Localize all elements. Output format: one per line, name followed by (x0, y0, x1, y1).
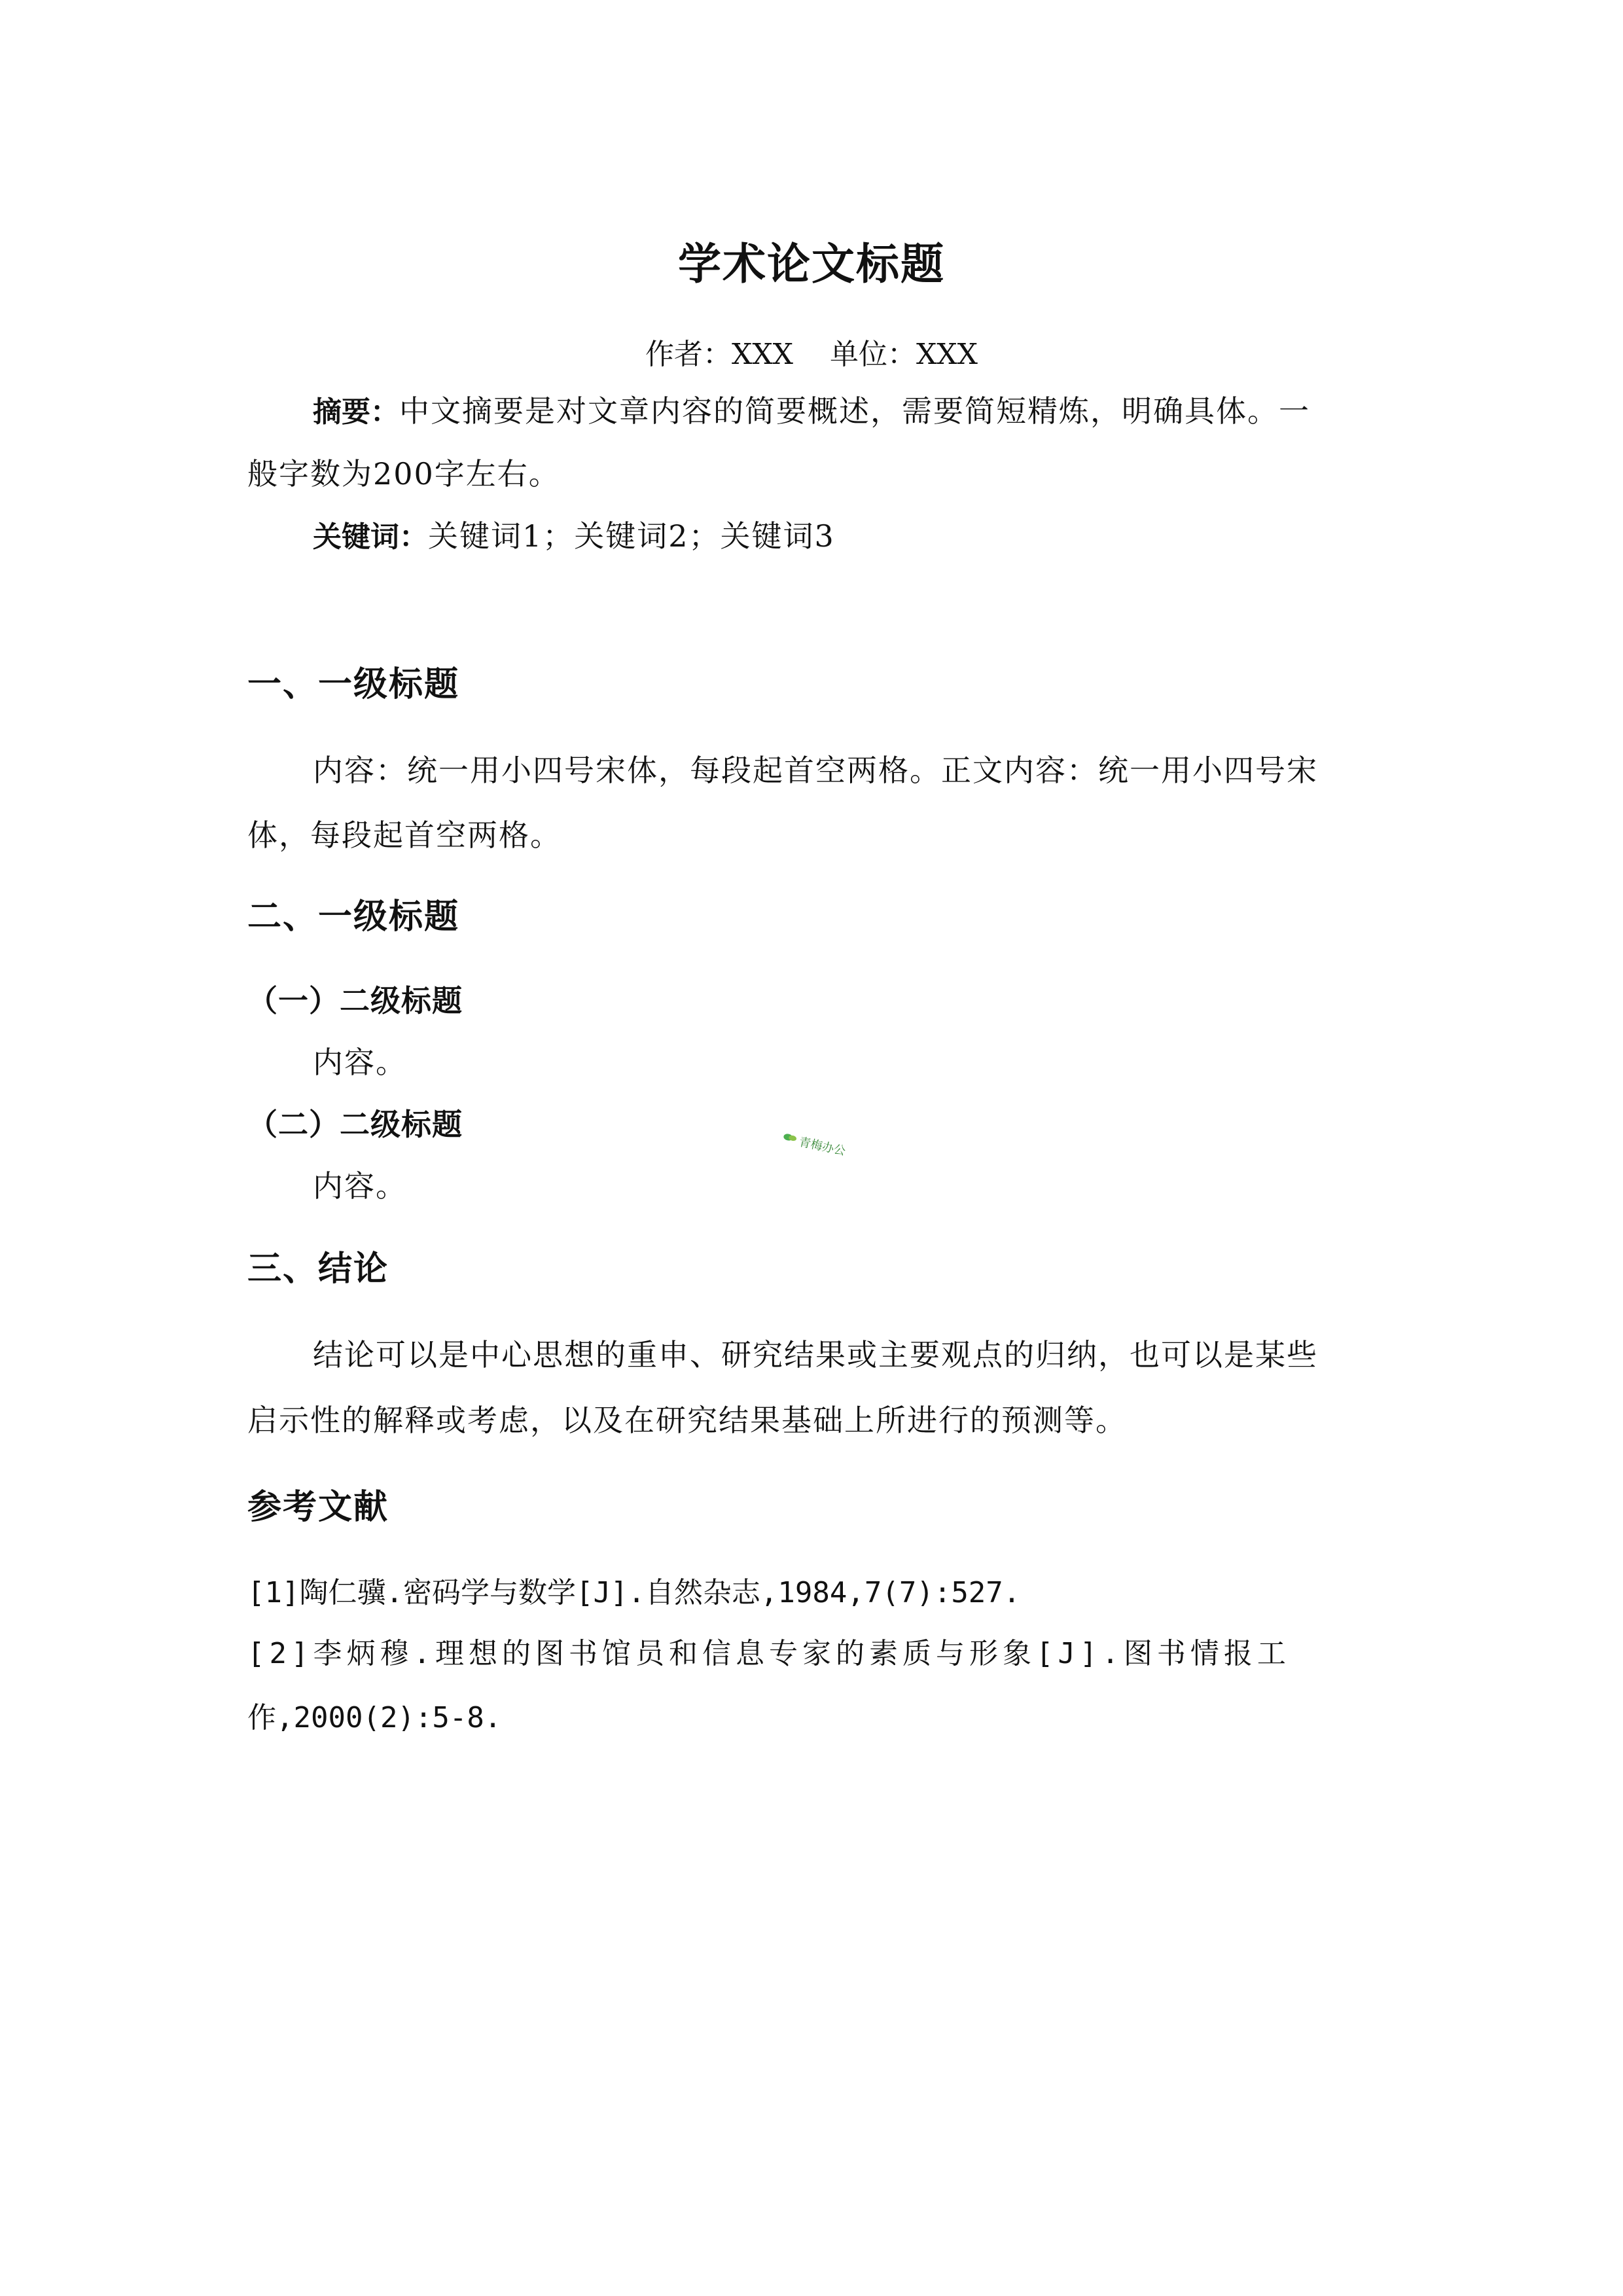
conclusion-para-line-1: 结论可以是中心思想的重申、研究结果或主要观点的归纳，也可以是某些 (313, 1337, 1318, 1372)
subsection-heading-2: （二）二级标题 (247, 1107, 463, 1142)
section-heading-3: 三、结论 (247, 1249, 389, 1289)
watermark-text: 青梅办公 (798, 1135, 847, 1158)
section-heading-2: 二、一级标题 (247, 897, 460, 937)
conclusion-para-line-2: 启示性的解释或考虑，以及在研究结果基础上所进行的预测等。 (247, 1403, 1127, 1438)
keywords-label: 关键词： (313, 520, 428, 554)
paper-title: 学术论文标题 (678, 239, 945, 289)
references-heading: 参考文献 (247, 1488, 389, 1527)
keywords-line (313, 512, 835, 556)
section-1-para-line-2: 体，每段起首空两格。 (247, 817, 562, 853)
unit-label: 单位： (829, 338, 916, 371)
section-1-para-line-1: 内容：统一用小四号宋体，每段起首空两格。正文内容：统一用小四号宋 (313, 753, 1318, 788)
reference-item-2-line-2: 作,2000(2):5-8. (247, 1701, 502, 1734)
keywords-text: 关键词1；关键词2；关键词3 (428, 518, 835, 554)
byline (0, 331, 1623, 372)
abstract-line-1 (313, 387, 1310, 431)
subsection-heading-1: （一）二级标题 (247, 983, 463, 1018)
author-value: XXX (732, 338, 794, 371)
abstract-label: 摘要： (313, 395, 399, 429)
reference-item-1: [1]陶仁骥.密码学与数学[J].自然杂志,1984,7(7):527. (247, 1576, 1021, 1609)
abstract-text-2: 般字数为200字左右。 (247, 456, 560, 492)
watermark (781, 1129, 847, 1159)
reference-item-2-line-1: [2]李炳穆.理想的图书馆员和信息专家的素质与形象[J].图书情报工 (247, 1637, 1291, 1670)
subsection-2-content: 内容。 (313, 1168, 407, 1204)
abstract-text-1: 中文摘要是对文章内容的简要概述，需要简短精炼，明确具体。一 (399, 393, 1310, 429)
subsection-1-content: 内容。 (313, 1045, 407, 1080)
unit-value: XXX (916, 338, 978, 371)
watermark-leaf-icon (781, 1131, 798, 1147)
section-heading-1: 一、一级标题 (247, 665, 460, 704)
author-label: 作者： (645, 338, 732, 371)
